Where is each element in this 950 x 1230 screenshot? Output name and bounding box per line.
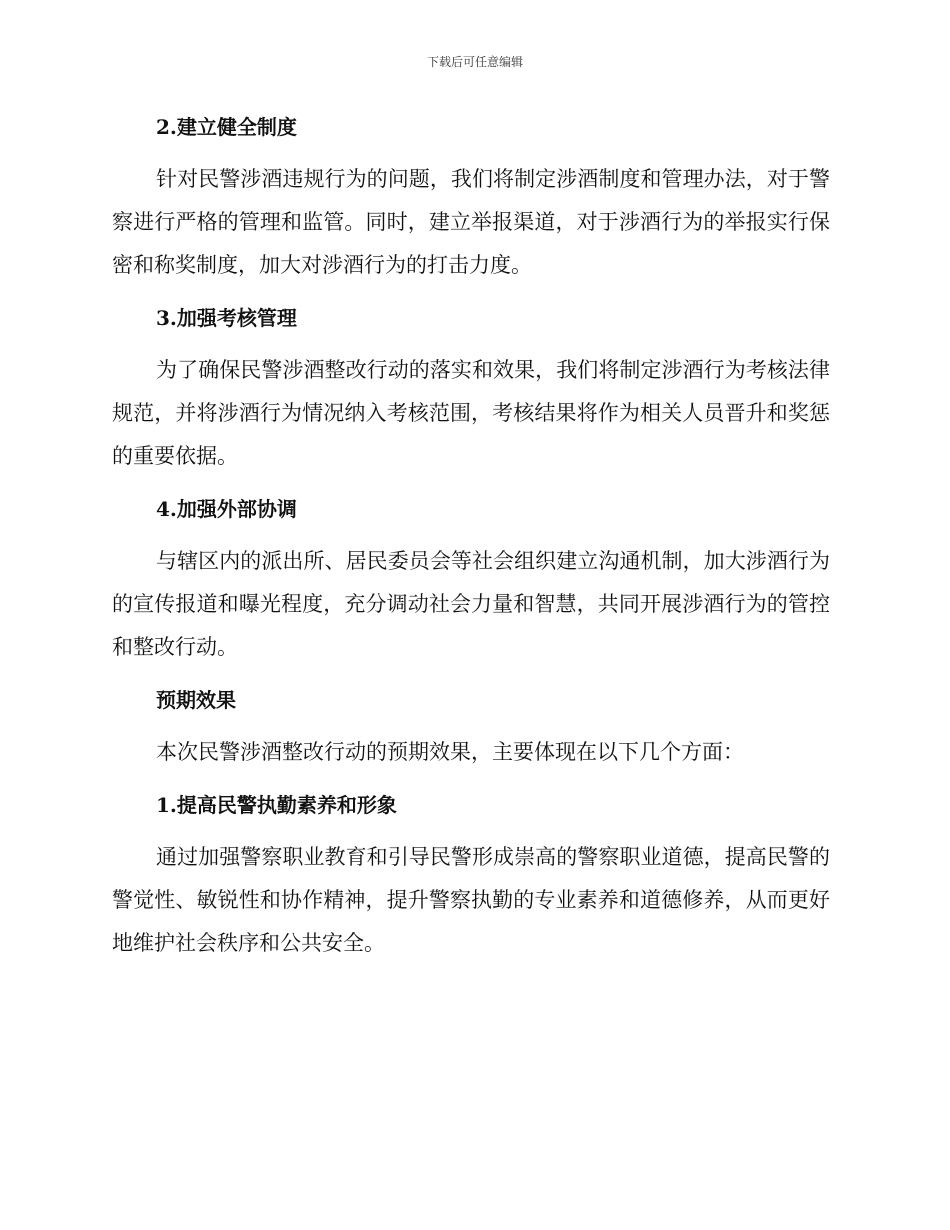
page-header: 下载后可任意编辑: [426, 55, 523, 69]
paragraph-assessment: 为了确保民警涉酒整改行动的落实和效果，我们将制定涉酒行为考核法律规范，并将涉酒行为情况纳入考核范围，考核结果将作为相关人员晋升和奖惩的重要依据。: [112, 358, 830, 468]
paragraph-improve-literacy: 通过加强警察职业教育和引导民警形成崇高的警察职业道德，提高民警的警觉性、敏锐性和协作精神，提升警察执勤的专业素养和道德修养，从而更好地维护社会秩序和公共安全。: [112, 845, 830, 955]
paragraph-establish-system: 针对民警涉酒违规行为的问题，我们将制定涉酒制度和管理办法，对于警察进行严格的管理和监管。同时，建立举报渠道，对于涉酒行为的举报实行保密和称奖制度，加大对涉酒行为的打击力度。: [112, 167, 830, 277]
section-heading-external-coordination: 4.加强外部协调: [156, 497, 297, 521]
document-body: [112, 106, 830, 975]
section-heading-establish-system: 2.建立健全制度: [156, 115, 297, 139]
section-heading-assessment: 3.加强考核管理: [156, 306, 297, 330]
paragraph-expected-effects-intro: 本次民警涉酒整改行动的预期效果，主要体现在以下几个方面：: [156, 740, 744, 764]
section-heading-improve-literacy: 1.提高民警执勤素养和形象: [156, 793, 397, 817]
paragraph-external-coordination: 与辖区内的派出所、居民委员会等社会组织建立沟通机制，加大涉酒行为的宣传报道和曝光程度，充分调动社会力量和智慧，共同开展涉酒行为的管控和整改行动。: [112, 549, 830, 659]
section-heading-expected-effects: 预期效果: [156, 688, 236, 712]
